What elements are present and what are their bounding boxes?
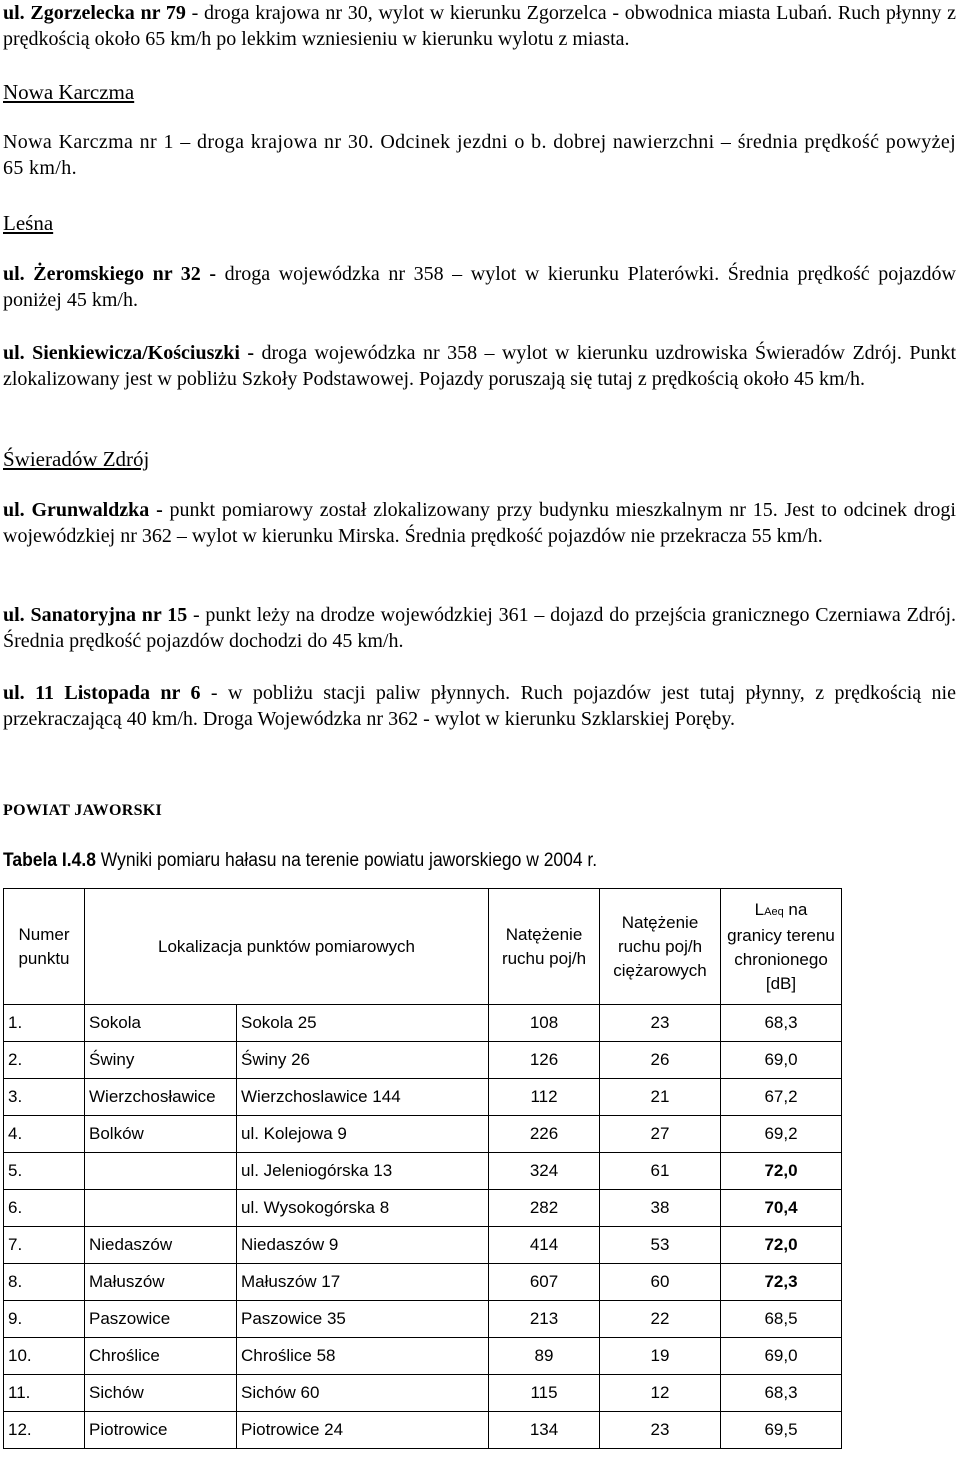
paragraph-zgorzelecka (3, 0, 956, 52)
cell-address: Niedaszów 9 (237, 1227, 489, 1264)
cell-address: Wierzchoslawice 144 (237, 1079, 489, 1116)
cell-traffic: 607 (489, 1264, 600, 1301)
paragraph-grunwaldzka (3, 497, 956, 549)
table-caption-text: Wyniki pomiaru hałasu na terenie powiatu jaworskiego w 2004 r. (95, 850, 598, 871)
table-header-row (4, 889, 842, 1005)
cell-address: Świny 26 (237, 1042, 489, 1079)
cell-town (85, 1153, 237, 1190)
cell-laeq: 68,5 (721, 1301, 842, 1338)
cell-address: Paszowice 35 (237, 1301, 489, 1338)
header-traffic: Natężenie ruchu poj/h (489, 889, 600, 1005)
paragraph-text: - w pobliżu stacji paliw płynnych. Ruch pojazdów jest tutaj płynny, z prędkością nie przekraczającą 40 km/h. Droga Wojewódzka nr 362 - wylot w kierunku Szklarskiej Poręby. (3, 682, 956, 730)
cell-town: Świny (85, 1042, 237, 1079)
table-row (4, 1190, 842, 1227)
cell-town: Sichów (85, 1375, 237, 1412)
table-row (4, 1079, 842, 1116)
paragraph-text: - droga krajowa nr 30, wylot w kierunku Zgorzelca - obwodnica miasta Lubań. Ruch płynny z prędkością około 65 km/h po lekkim wzniesieniu w kierunku wylotu z miasta. (3, 2, 956, 50)
town-heading-nowa-karczma: Nowa Karczma (3, 80, 135, 104)
cell-traffic: 282 (489, 1190, 600, 1227)
paragraph-11-listopada (3, 680, 956, 732)
cell-laeq: 68,3 (721, 1375, 842, 1412)
cell-num: 8. (4, 1264, 85, 1301)
cell-laeq: 72,3 (721, 1264, 842, 1301)
cell-heavy-traffic: 19 (600, 1338, 721, 1375)
cell-num: 1. (4, 1005, 85, 1042)
cell-heavy-traffic: 23 (600, 1412, 721, 1449)
town-heading-lesna: Leśna (3, 211, 54, 235)
paragraph-text: droga wojewódzka nr 358 – wylot w kierunku uzdrowiska Świeradów Zdrój. Punkt zlokalizowany jest w pobliżu Szkoły Podstawowej. Pojazdy poruszają się tutaj z prędkością około 45 km/h. (3, 342, 957, 390)
cell-laeq: 69,2 (721, 1116, 842, 1153)
cell-heavy-traffic: 26 (600, 1042, 721, 1079)
noise-measurement-table (3, 888, 842, 1449)
table-row (4, 1301, 842, 1338)
cell-address: Piotrowice 24 (237, 1412, 489, 1449)
paragraph-sienkiewicza (3, 340, 956, 392)
cell-heavy-traffic: 60 (600, 1264, 721, 1301)
cell-laeq: 69,0 (721, 1042, 842, 1079)
street-name: ul. 11 Listopada nr 6 (3, 682, 201, 704)
town-heading-swieradow: Świeradów Zdrój (3, 447, 150, 471)
cell-town: Chroślice (85, 1338, 237, 1375)
table-row (4, 1375, 842, 1412)
cell-traffic: 213 (489, 1301, 600, 1338)
header-location: Lokalizacja punktów pomiarowych (85, 889, 489, 1005)
street-name: ul. Żeromskiego nr 32 - (3, 263, 217, 285)
cell-laeq: 72,0 (721, 1227, 842, 1264)
cell-laeq: 70,4 (721, 1190, 842, 1227)
cell-town: Małuszów (85, 1264, 237, 1301)
cell-traffic: 126 (489, 1042, 600, 1079)
cell-laeq: 69,0 (721, 1338, 842, 1375)
cell-num: 9. (4, 1301, 85, 1338)
cell-town: Piotrowice (85, 1412, 237, 1449)
table-row (4, 1042, 842, 1079)
table-caption (3, 850, 597, 872)
street-name: ul. Zgorzelecka nr 79 (3, 2, 186, 24)
header-laeq (721, 889, 842, 1005)
cell-num: 2. (4, 1042, 85, 1079)
cell-heavy-traffic: 53 (600, 1227, 721, 1264)
table-row (4, 1153, 842, 1190)
cell-laeq: 67,2 (721, 1079, 842, 1116)
table-row (4, 1412, 842, 1449)
paragraph-text: droga wojewódzka nr 358 – wylot w kierunku Platerówki. Średnia prędkość pojazdów poniżej 45 km/h. (3, 263, 956, 311)
cell-traffic: 108 (489, 1005, 600, 1042)
cell-address: Sokola 25 (237, 1005, 489, 1042)
cell-heavy-traffic: 27 (600, 1116, 721, 1153)
cell-traffic: 414 (489, 1227, 600, 1264)
paragraph-sanatoryjna (3, 602, 956, 654)
paragraph-nowa-karczma (3, 129, 956, 181)
cell-num: 7. (4, 1227, 85, 1264)
cell-laeq: 72,0 (721, 1153, 842, 1190)
cell-town: Bolków (85, 1116, 237, 1153)
table-row (4, 1264, 842, 1301)
cell-heavy-traffic: 21 (600, 1079, 721, 1116)
cell-town (85, 1190, 237, 1227)
cell-town: Wierzchosławice (85, 1079, 237, 1116)
cell-address: Sichów 60 (237, 1375, 489, 1412)
cell-num: 3. (4, 1079, 85, 1116)
cell-num: 11. (4, 1375, 85, 1412)
paragraph-text: punkt pomiarowy został zlokalizowany przy budynku mieszkalnym nr 15. Jest to odcinek drogi wojewódzkiej nr 362 – wylot w kierunku Mirska. Średnia prędkość pojazdów nie przekracza 55 km/h. (3, 499, 956, 547)
table-row (4, 1338, 842, 1375)
paragraph-text: Nowa Karczma nr 1 – droga krajowa nr 30. Odcinek jezdni o b. dobrej nawierzchni – średnia prędkość powyżej 65 km/h. (3, 131, 956, 179)
cell-town: Sokola (85, 1005, 237, 1042)
cell-address: ul. Wysokogórska 8 (237, 1190, 489, 1227)
section-heading-powiat: POWIAT JAWORSKI (3, 802, 163, 819)
cell-traffic: 112 (489, 1079, 600, 1116)
cell-heavy-traffic: 23 (600, 1005, 721, 1042)
header-num: Numer punktu (4, 889, 85, 1005)
cell-address: Małuszów 17 (237, 1264, 489, 1301)
cell-num: 6. (4, 1190, 85, 1227)
street-name: ul. Sanatoryjna nr 15 (3, 604, 188, 626)
cell-traffic: 324 (489, 1153, 600, 1190)
street-name: ul. Sienkiewicza/Kościuszki - (3, 342, 255, 364)
paragraph-zeromskiego (3, 261, 956, 313)
cell-address: ul. Jeleniogórska 13 (237, 1153, 489, 1190)
cell-traffic: 115 (489, 1375, 600, 1412)
cell-heavy-traffic: 22 (600, 1301, 721, 1338)
cell-traffic: 89 (489, 1338, 600, 1375)
laeq-text: na granicy terenu chronionego [dB] (727, 899, 835, 993)
cell-num: 10. (4, 1338, 85, 1375)
paragraph-text: - punkt leży na drodze wojewódzkiej 361 – dojazd do przejścia granicznego Czerniawa Zdrój. Średnia prędkość pojazdów dochodzi do 45 km/h. (3, 604, 957, 652)
cell-num: 5. (4, 1153, 85, 1190)
header-heavy-traffic: Natężenie ruchu poj/h ciężarowych (600, 889, 721, 1005)
table-row (4, 1116, 842, 1153)
table-row (4, 1005, 842, 1042)
street-name: ul. Grunwaldzka - (3, 499, 163, 521)
cell-town: Niedaszów (85, 1227, 237, 1264)
cell-address: Chroślice 58 (237, 1338, 489, 1375)
cell-num: 4. (4, 1116, 85, 1153)
cell-laeq: 69,5 (721, 1412, 842, 1449)
cell-num: 12. (4, 1412, 85, 1449)
cell-town: Paszowice (85, 1301, 237, 1338)
cell-heavy-traffic: 12 (600, 1375, 721, 1412)
cell-heavy-traffic: 38 (600, 1190, 721, 1227)
cell-address: ul. Kolejowa 9 (237, 1116, 489, 1153)
cell-laeq: 68,3 (721, 1005, 842, 1042)
cell-traffic: 226 (489, 1116, 600, 1153)
table-row (4, 1227, 842, 1264)
cell-traffic: 134 (489, 1412, 600, 1449)
laeq-letter: L (754, 899, 765, 919)
cell-heavy-traffic: 61 (600, 1153, 721, 1190)
table-caption-label: Tabela I.4.8 (3, 850, 96, 871)
laeq-subscript: Aeq (764, 905, 784, 918)
